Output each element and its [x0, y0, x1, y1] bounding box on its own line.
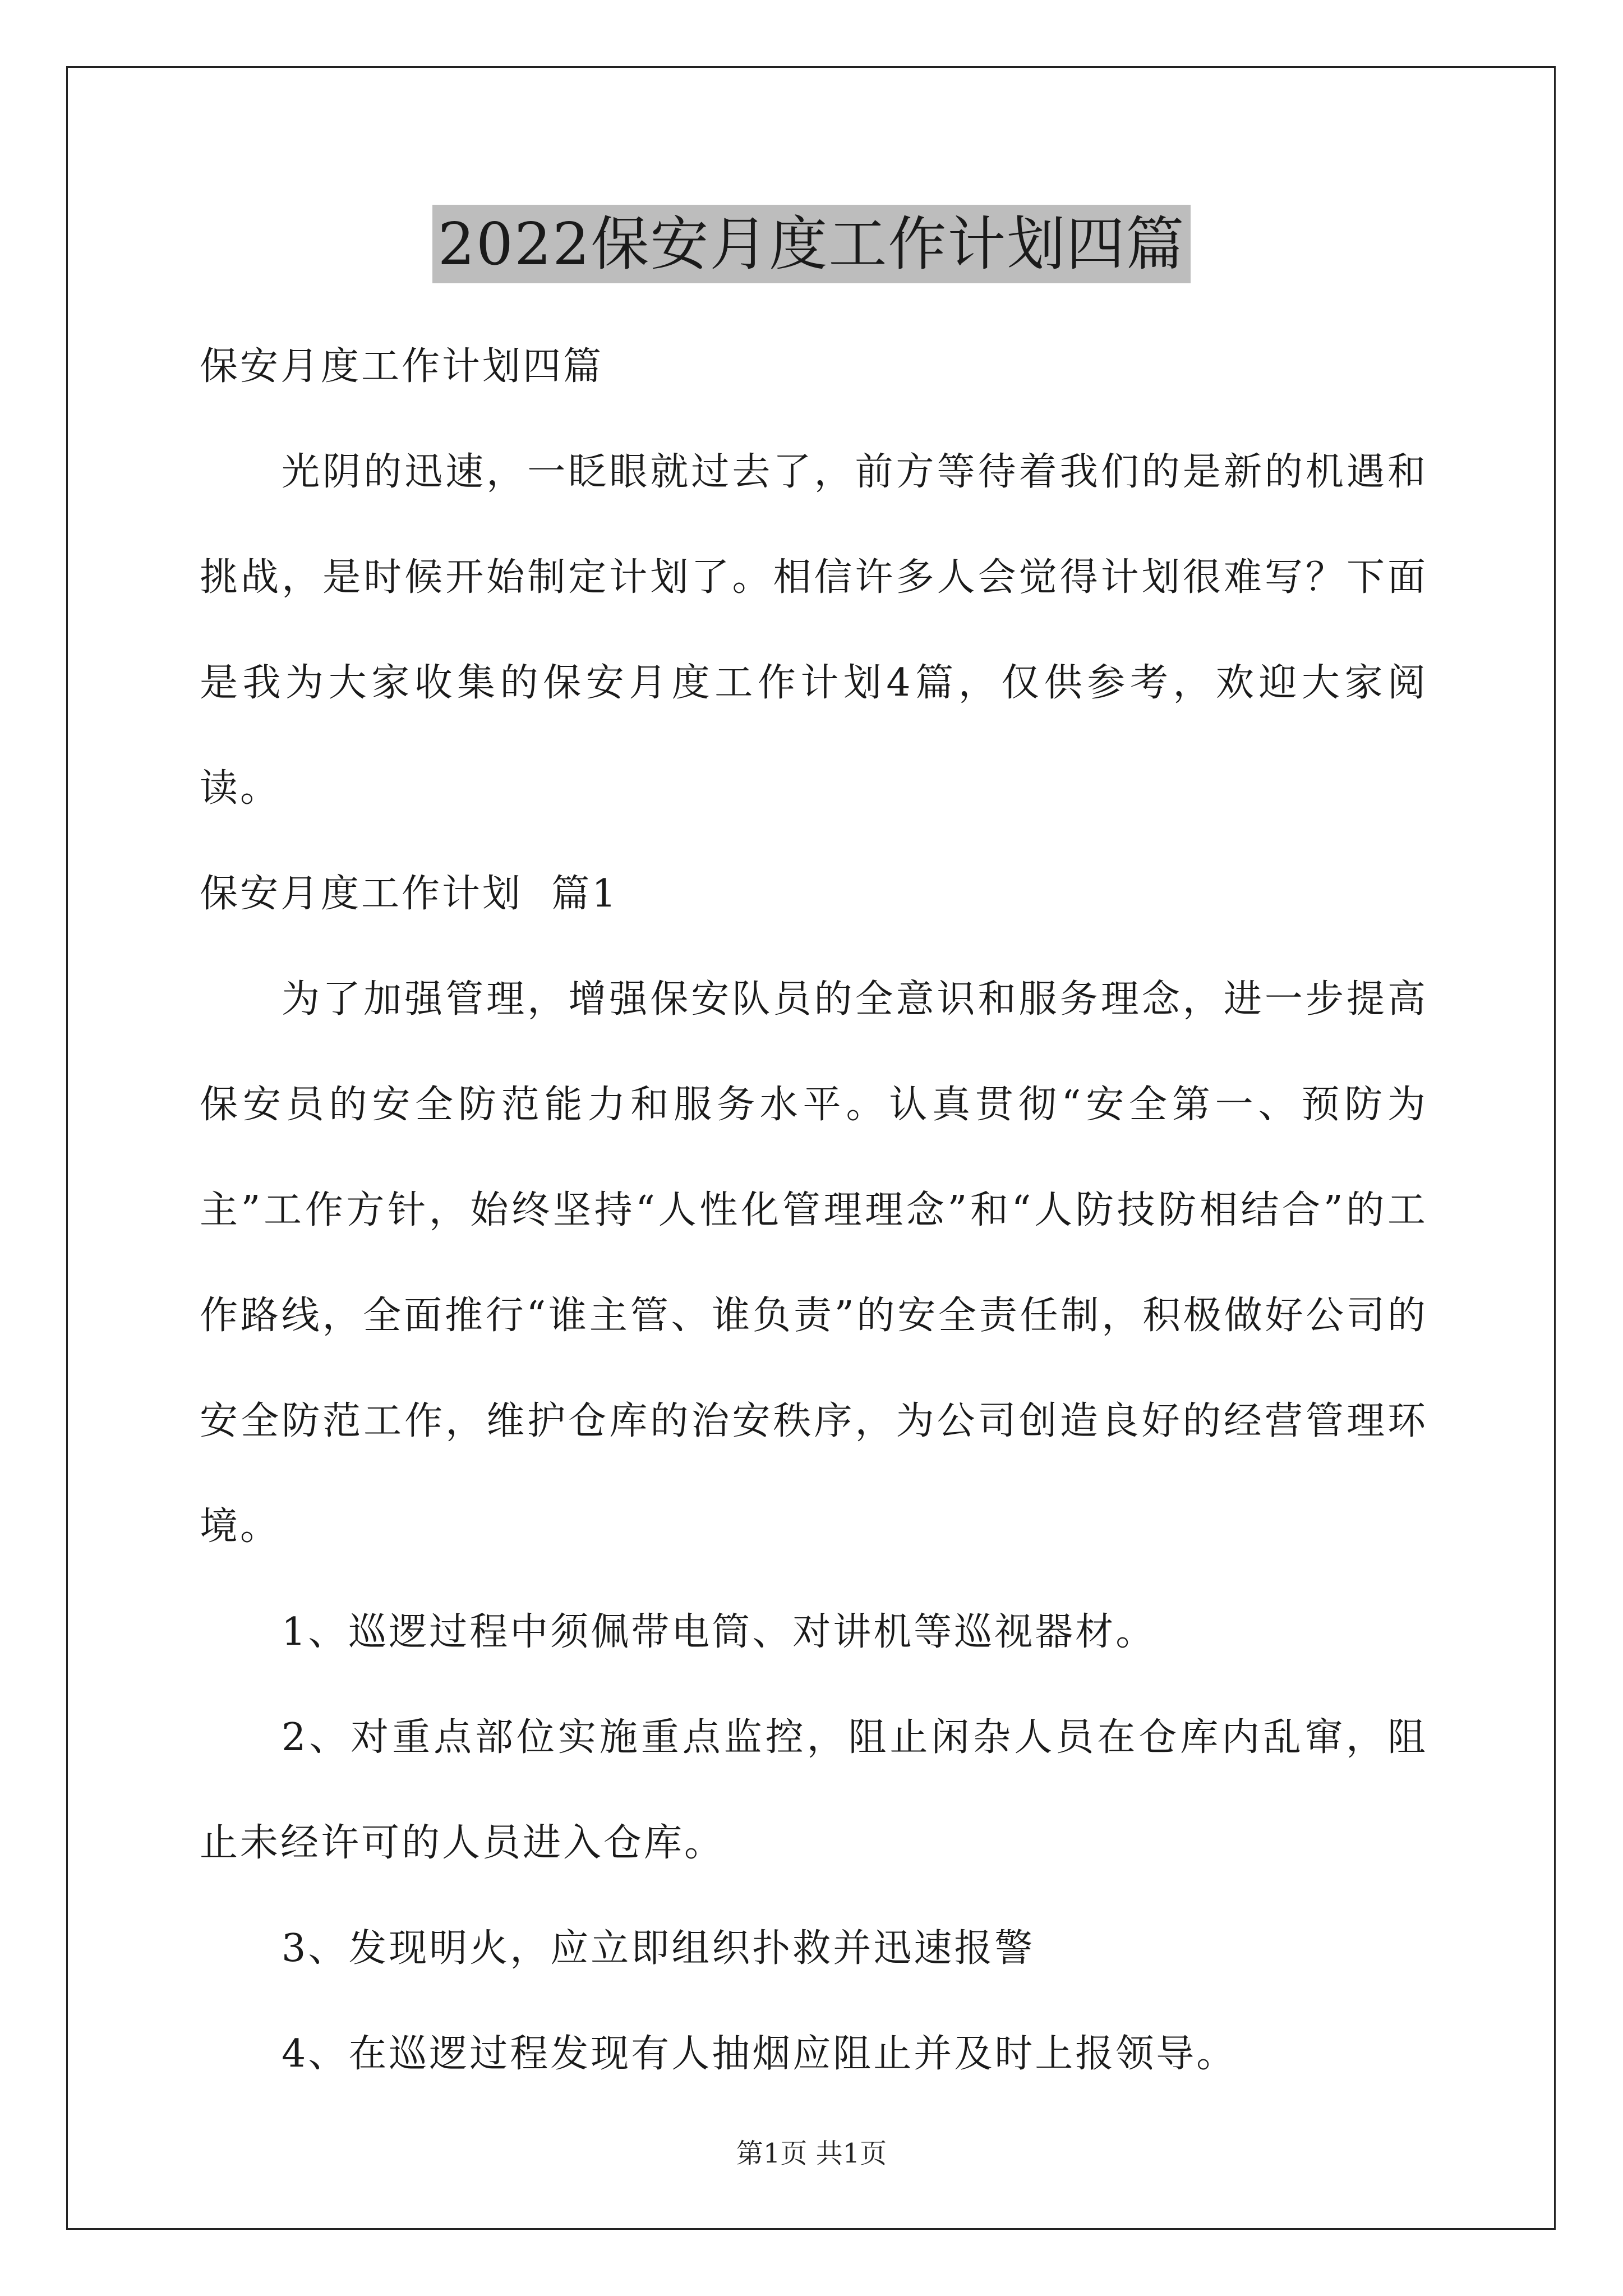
section-paragraph: 为了加强管理，增强保安队员的全意识和服务理念，进一步提高保安员的安全防范能力和服务水平。认真贯彻“安全第一、预防为主”工作方针，始终坚持“人性化管理理念”和“人防技防相结合”的工作路线，全面推行“谁主管、谁负责”的安全责任制，积极做好公司的安全防范工作，维护仓库的治安秩序，为公司创造良好的经营管理环境。	[200, 977, 1428, 1549]
page-footer: 第1页 共1页	[736, 2138, 887, 2169]
document-body	[200, 314, 1428, 2107]
list-item-1: 1、巡逻过程中须佩带电筒、对讲机等巡视器材。	[282, 1610, 1156, 1654]
subtitle: 保安月度工作计划四篇	[200, 344, 604, 389]
section-heading: 保安月度工作计划 篇1	[200, 872, 619, 916]
intro-paragraph: 光阴的迅速，一眨眼就过去了，前方等待着我们的是新的机遇和挑战，是时候开始制定计划了。相信许多人会觉得计划很难写？下面是我为大家收集的保安月度工作计划4篇，仅供参考，欢迎大家阅读。	[200, 450, 1428, 811]
list-item-2: 2、对重点部位实施重点监控，阻止闲杂人员在仓库内乱窜，阻止未经许可的人员进入仓库。	[200, 1715, 1428, 1865]
title-wrap	[0, 205, 1623, 283]
list-item-3: 3、发现明火，应立即组织扑救并迅速报警	[282, 1926, 1035, 1971]
list-item-4: 4、在巡逻过程发现有人抽烟应阻止并及时上报领导。	[282, 2032, 1237, 2076]
document-title: 2022保安月度工作计划四篇	[432, 205, 1191, 283]
